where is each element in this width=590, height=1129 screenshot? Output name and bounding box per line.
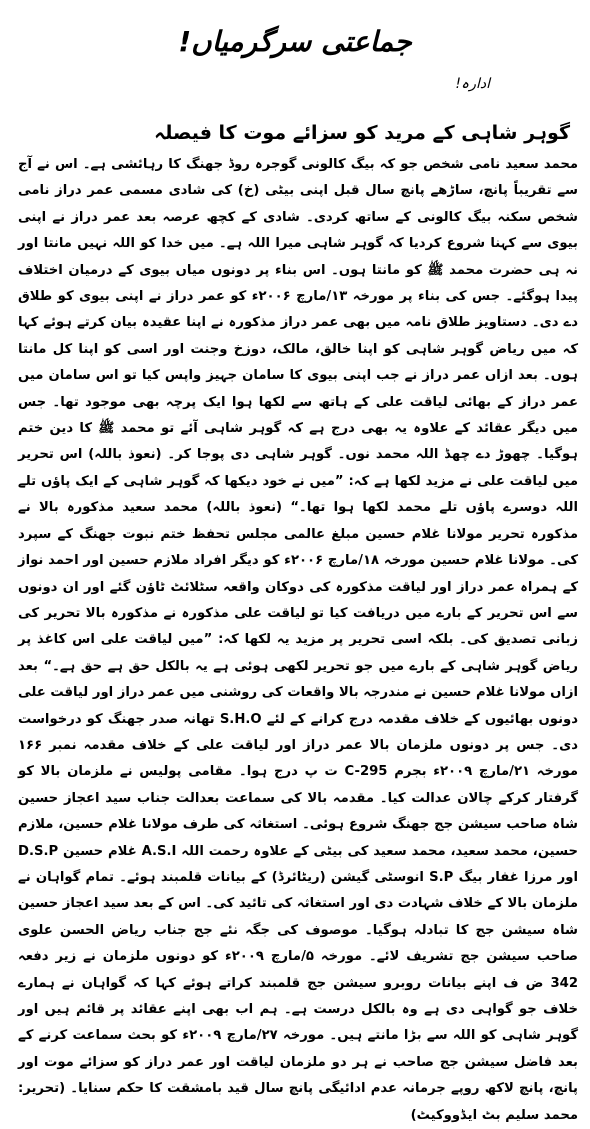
article-paragraph — [18, 152, 578, 1129]
page-title: جماعتی سرگرمیاں! — [178, 25, 412, 58]
article-signature: (تحریر: محمد سلیم بٹ ایڈووکیٹ) — [18, 1081, 578, 1123]
article-title: گوہر شاہی کے مرید کو سزائے موت کا فیصلہ — [154, 122, 570, 144]
author-label: ادارہ! — [455, 76, 490, 92]
article-body-text: محمد سعید نامی شخص جو کہ بیگ کالونی گوجرہ روڈ جھنگ کا رہائشی ہے۔ اس نے آج سے تقریباً پانچ، ساڑھے پانچ سال قبل اپنی بیٹی (خ) کی شادی مسمی عمر دراز نامی شخص سکنہ بیگ کالونی کے ساتھ کردی۔ شادی کے کچھ عرصہ بعد عمر دراز نے اپنی بیوی سے کہنا شروع کردیا کہ گوہر شاہی میرا اللہ ہے۔ میں خدا کو اللہ نہیں مانتا اور نہ ہی حضرت محمد ﷺ کو مانتا ہوں۔ اس بناء پر دونوں میاں بیوی کے درمیان اختلاف پیدا ہوگئے۔ جس کی بناء پر مورخہ ۱۳/مارچ ۲۰۰۶ء کو عمر دراز نے اپنی بیوی کو طلاق دے دی۔ دستاویز طلاق نامہ میں بھی عمر دراز مذکورہ نے اپنا عقیدہ بیان کرتے ہوئے کہا کہ میں ریاض گوہر شاہی کو اپنا خالق، مالک، دوزخ وجنت اور اسی کو اپنا کل مانتا ہوں۔ بعد ازاں عمر دراز نے جب اپنی بیوی کا سامان جہیز واپس کیا تو اس سامان میں عمر دراز کے بھائی لیاقت علی کے ہاتھ سے لکھا ہوا ایک پرچہ بھی موجود تھا۔ جس میں دیگر عقائد کے علاوہ یہ بھی درج ہے کہ گوہر شاہی آئے تو محمد ﷺ کا دین ختم ہوگیا۔ چھوڑ دے چھڈ اللہ محمد نوں۔ گوہر شاہی دی پوجا کر۔ (نعوذ باللہ) اس تحریر میں لیاقت علی نے مزید لکھا ہے کہ: ”میں نے خود دیکھا کہ گوہر شاہی کے ایک پاؤں تلے اللہ دوسرے پاؤں تلے محمد لکھا ہوا تھا۔“ (نعوذ باللہ) محمد سعید مذکورہ بالا نے مذکورہ تحریر مولانا غلام حسین مبلغ عالمی مجلس تحفظ ختم نبوت جھنگ کے سپرد کی۔ مولانا غلام حسین مورخہ ۱۸/مارچ ۲۰۰۶ء کو دیگر افراد ملازم حسین اور احمد نواز کے ہمراہ عمر دراز اور لیاقت مذکورہ کی دوکان واقعہ سٹلائٹ ٹاؤن گئے اور ان دونوں سے اس تحریر کے بارے میں دریافت کیا تو لیاقت علی مذکورہ نے مذکورہ بالا تحریر کی زبانی تصدیق کی۔ بلکہ اسی تحریر پر مزید یہ لکھا کہ: ”میں لیاقت علی اس کاغذ پر ریاض گوہر شاہی کے بارے میں جو تحریر لکھی ہوئی ہے یہ بالکل حق ہے حق ہے۔“ بعد ازاں مولانا غلام حسین نے مندرجہ بالا واقعات کی روشنی میں عمر دراز اور لیاقت علی دونوں بھائیوں کے خلاف مقدمہ درج کرانے کے لئے S.H.O تھانہ صدر جھنگ کو درخواست دی۔ جس پر دونوں ملزمان بالا عمر دراز اور لیاقت علی کے خلاف مقدمہ نمبر ۱۶۶ مورخہ ۲۱/مارچ ۲۰۰۹ء بجرم C-295 ت پ درج ہوا۔ مقامی پولیس نے ملزمان بالا کو گرفتار کرکے چالان عدالت کیا۔ مقدمہ بالا کی سماعت بعدالت جناب سید اعجاز حسین شاہ صاحب سیشن جج جھنگ شروع ہوئی۔ استغاثہ کی طرف مولانا غلام حسین، ملازم حسین، محمد سعید، محمد سعید کی بیٹی کے علاوہ رحمت اللہ A.S.I غلام حسین D.S.P اور مرزا غفار بیگ S.P انوسٹی گیشن (ریٹائرڈ) کے بیانات قلمبند ہوئے۔ تمام گواہان نے ملزمان بالا کے خلاف شہادت دی اور استغاثہ کی تائید کی۔ اس کے بعد سید اعجاز حسین شاہ سیشن جج کا تبادلہ ہوگیا۔ موصوف کی جگہ نئے جج جناب ریاض الحسن علوی صاحب سیشن جج تشریف لائے۔ مورخہ ۵/مارچ ۲۰۰۹ء کو دونوں ملزمان نے زیر دفعہ 342 ض ف اپنے بیانات روبرو سیشن جج قلمبند کراتے ہوئے کہا کہ گواہان نے ہمارے خلاف جو گواہی دی ہے وہ بالکل درست ہے۔ ہم اب بھی اپنے عقائد پر قائم ہیں اور گوہر شاہی کو اللہ سے بڑا مانتے ہیں۔ مورخہ ۲۷/مارچ ۲۰۰۹ء کو بحث سماعت کرنے کے بعد فاضل سیشن جج صاحب نے ہر دو ملزمان لیاقت اور عمر دراز کو سزائے موت اور پانچ، پانچ لاکھ روپے جرمانہ عدم ادائیگی پانچ سال قید بامشقت کا حکم سنایا۔ — [18, 157, 579, 1097]
article-body — [18, 152, 578, 1129]
